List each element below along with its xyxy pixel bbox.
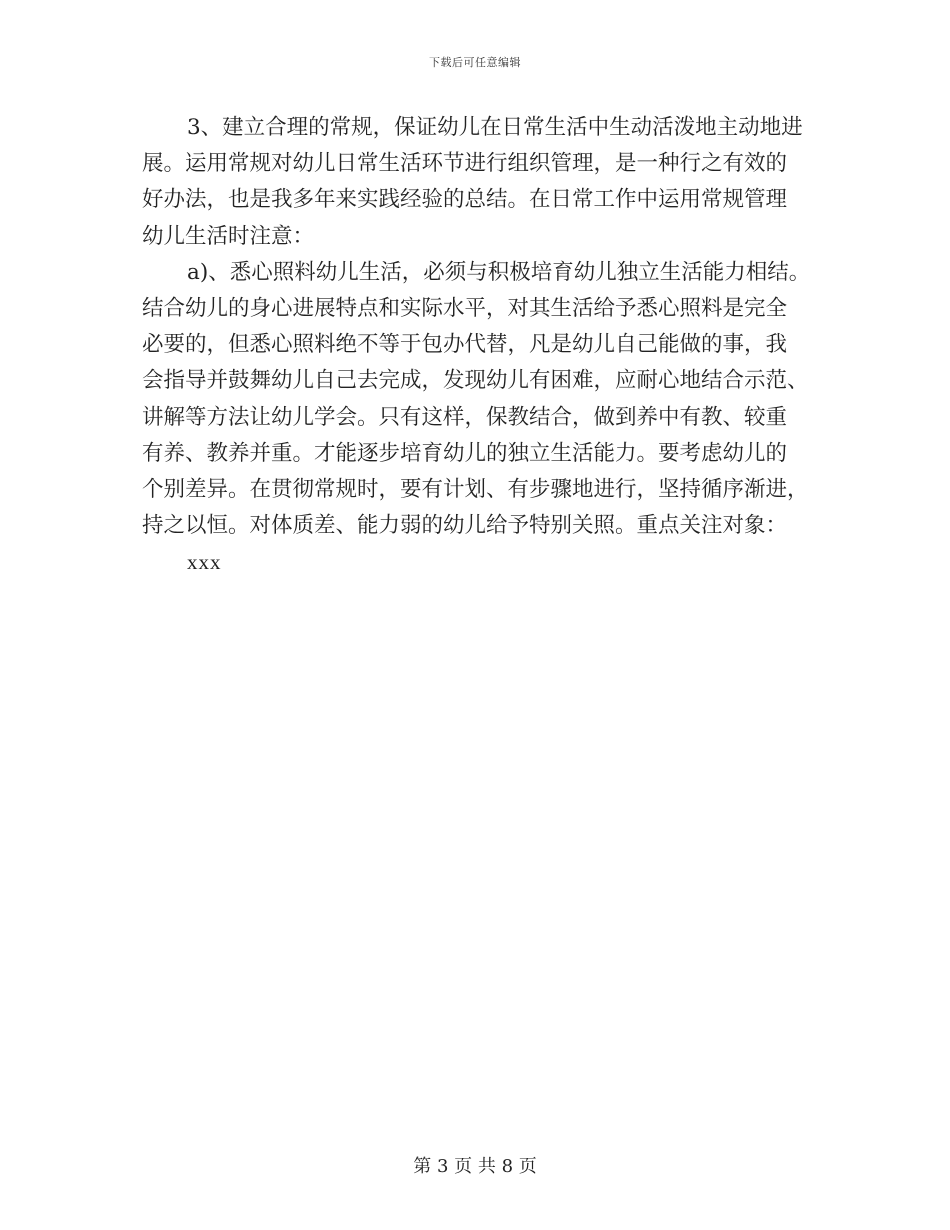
- page-header: 下载后可任意编辑: [429, 56, 521, 69]
- paragraph-2: [142, 255, 814, 545]
- paragraph-line: 有养、教养并重。才能逐步培育幼儿的独立生活能力。要考虑幼儿的: [142, 440, 788, 466]
- paragraph-line: 好办法，也是我多年来实践经验的总结。在日常工作中运用常规管理: [142, 187, 788, 213]
- paragraph-line: a)、悉心照料幼儿生活，必须与积极培育幼儿独立生活能力相结。: [187, 259, 811, 285]
- document-body: [142, 110, 814, 581]
- page-number: 第 3 页 共 8 页: [413, 1156, 537, 1177]
- paragraph-line: 结合幼儿的身心进展特点和实际水平，对其生活给予悉心照料是完全: [142, 296, 788, 322]
- paragraph-line: 展。运用常规对幼儿日常生活环节进行组织管理，是一种行之有效的: [142, 151, 788, 177]
- paragraph-line: 会指导并鼓舞幼儿自己去完成，发现幼儿有困难，应耐心地结合示范、: [142, 368, 809, 394]
- placeholder-text: xxx: [187, 550, 222, 575]
- paragraph-line: 幼儿生活时注意：: [142, 223, 315, 249]
- paragraph-line: 讲解等方法让幼儿学会。只有这样，保教结合，做到养中有教、较重: [142, 404, 788, 430]
- paragraph-line: 3、建立合理的常规，保证幼儿在日常生活中生动活泼地主动地进: [187, 115, 803, 140]
- paragraph-line: 必要的，但悉心照料绝不等于包办代替，凡是幼儿自己能做的事，我: [142, 332, 788, 358]
- paragraph-line: 持之以恒。对体质差、能力弱的幼儿给予特别关照。重点关注对象：: [142, 513, 788, 539]
- paragraph-1: [142, 110, 814, 255]
- paragraph-line: 个别差异。在贯彻常规时，要有计划、有步骤地进行，坚持循序渐进，: [142, 477, 809, 503]
